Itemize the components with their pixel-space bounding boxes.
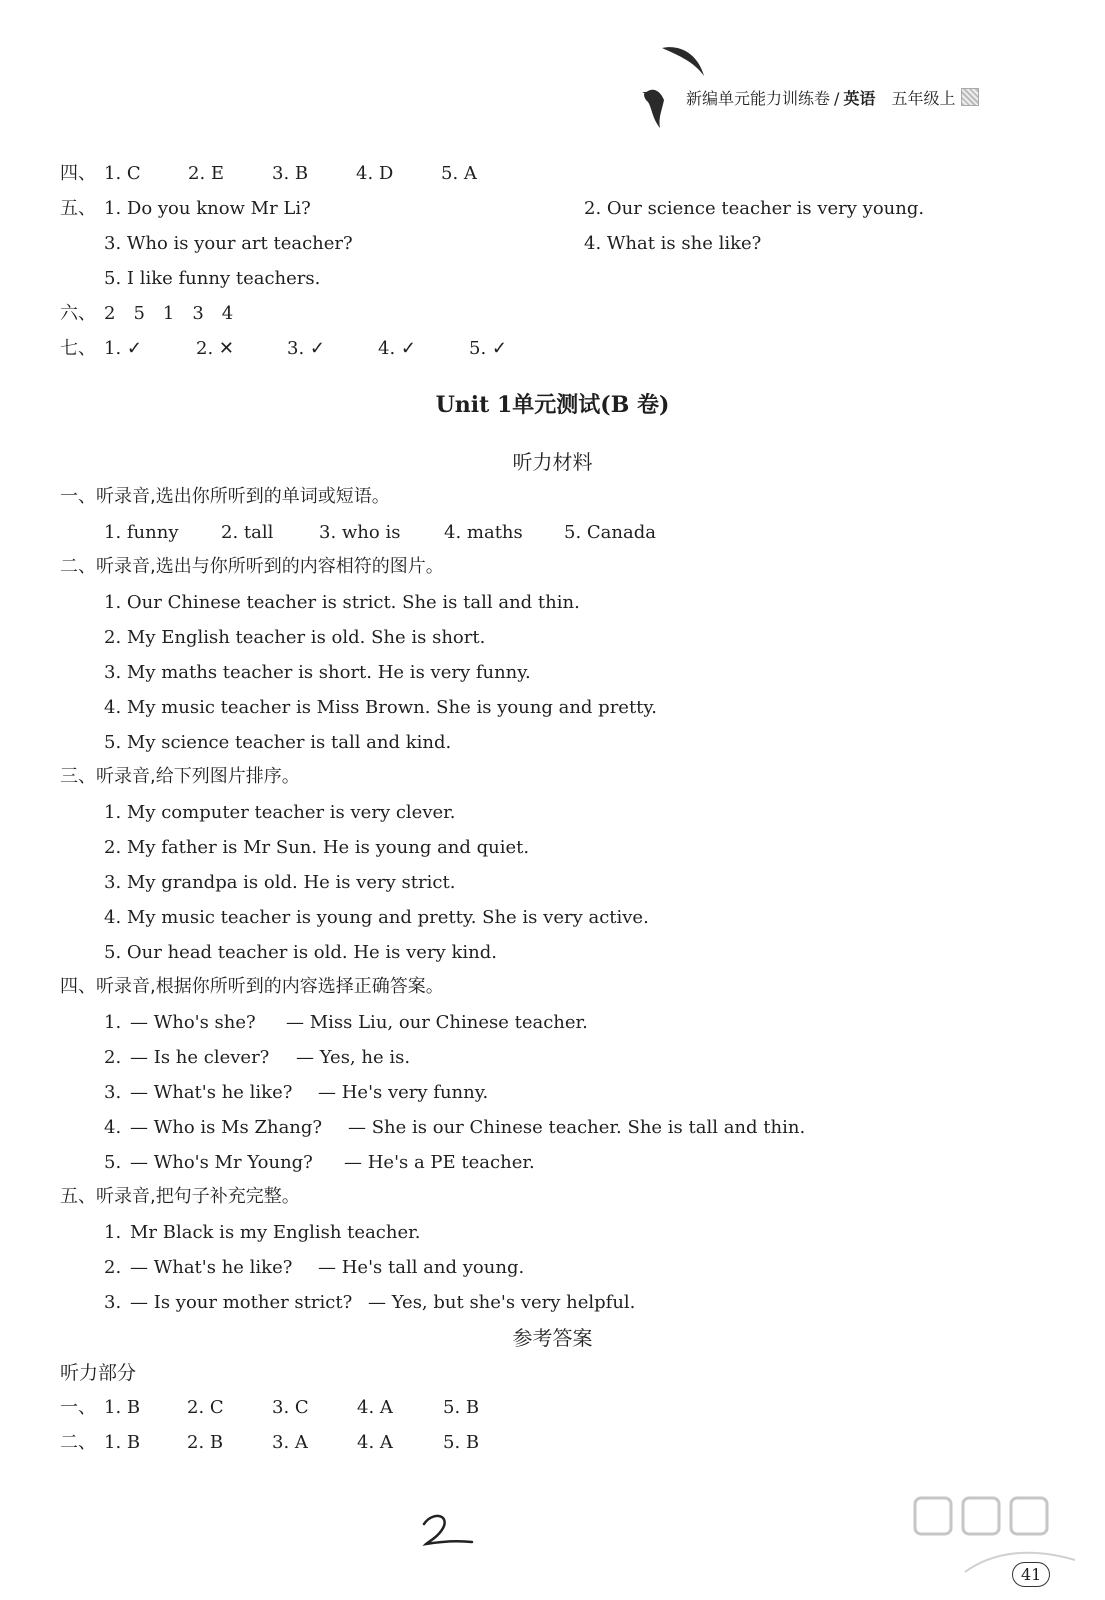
header-title: 新编单元能力训练卷 / 英语 五年级上: [686, 86, 979, 109]
document-page: 新编单元能力训练卷 / 英语 五年级上 四、 1. C 2. E 3. B 4. D 5. A 五、 1. Do you know Mr Li? 2. Our science teacher is very young. 3. Who is your art teacher? 4. What is she like? 5. I like funny teachers. 六、 2 5 1 3 4 七、 1. ✓ 2. ✕ 3. ✓ 4. ✓ 5. ✓ Unit 1单元测试(B 卷) 听力材料 一、听录音,选出你所听到的单词或短语。 1. funny 2. tall 3. who is 4. maths 5. Canada 二、听录音,选出与你所听到的内容相符的图片。 1. Our Chinese teacher is strict. She is tall and thin. 2. My English teacher is old. She is short. 3. My maths teacher is short. He is very funny. 4. My music teacher is Miss Brown. She is young and pretty. 5. My science teacher is tall and kind. 三、听录音,给下列图片排序。 1. My computer teacher is very clever. 2. My father is Mr Sun. He is young and quiet. 3. My grandpa is old. He is very strict. 4. My music teacher is young and pretty. She is very active. 5. Our head teacher is old. He is very kind. 四、听录音,根据你所听到的内容选择正确答案。 1. — Who's she? — Miss Liu, our Chinese teacher. 2. — Is he clever? — Yes, he is. 3. — What's he like? — He's very funny. 4. — Who is Ms Zhang? — She is our Chinese teacher. She is tall and thin. 5. — Who's Mr Young? — He's a PE teacher. 五、听录音,把句子补充完整。 1. Mr Black is my English teacher. 2. — What's he like? — He's tall and young. 3. — Is your mother strict? — Yes, but she's very helpful. 参考答案 听力部分 一、 1. B 2. C 3. C 4. A 5. B 二、 1. B 2. B 3. A 4. A 5. B 41: [0, 0, 1105, 1600]
listening-material-title: 听力材料: [512, 450, 593, 474]
section-four-heading: 四、听录音,根据你所听到的内容选择正确答案。: [60, 976, 444, 997]
page-header: [640, 40, 1060, 130]
section-three-heading: 三、听录音,给下列图片排序。: [60, 766, 300, 787]
handwritten-mark-icon: [418, 1510, 478, 1550]
grade-mark-icon: [961, 88, 979, 106]
section-five-heading: 五、听录音,把句子补充完整。: [60, 1186, 300, 1207]
unit-title: Unit 1单元测试(B 卷): [435, 392, 670, 418]
watermark-logo-icon: [905, 1490, 1085, 1590]
answers-title: 参考答案: [512, 1326, 593, 1350]
bird-logo-icon: [640, 40, 720, 130]
section-one-heading: 一、听录音,选出你所听到的单词或短语。: [60, 486, 390, 507]
page-number: 41: [1012, 1562, 1050, 1587]
section-two-heading: 二、听录音,选出与你所听到的内容相符的图片。: [60, 556, 444, 577]
listening-part-label: 听力部分: [60, 1362, 137, 1384]
